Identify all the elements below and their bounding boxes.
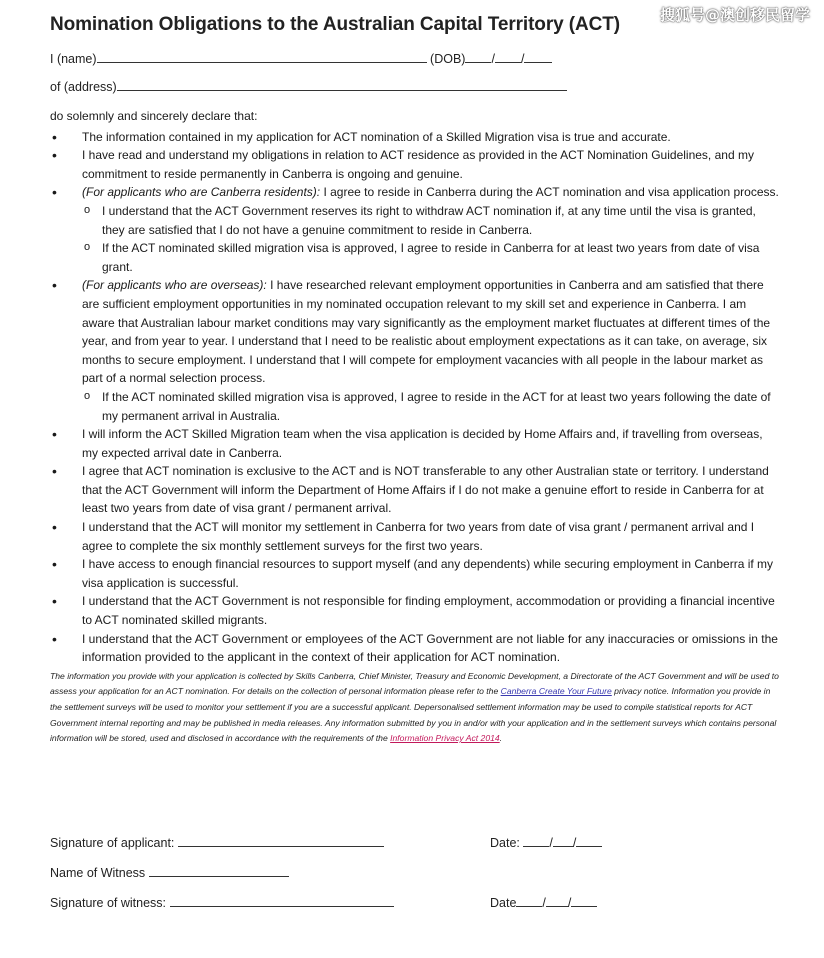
bullet-text: I understand that the ACT will monitor my settlement in Canberra for two years from date of visa grant / permanent arrival and I agree to complete the six monthly settlement surveys for the first two years. [82, 520, 755, 553]
date-slash: / [572, 836, 577, 850]
name-field[interactable] [97, 52, 427, 63]
address-field[interactable] [117, 80, 567, 91]
date-day-field[interactable] [523, 836, 549, 847]
date-row-2 [490, 896, 597, 910]
list-item [50, 183, 780, 276]
privacy-link-act[interactable]: Information Privacy Act 2014 [390, 733, 500, 744]
witness-name-label: Name of Witness [50, 866, 146, 880]
page-title: Nomination Obligations to the Australian Capital Territory (ACT) [50, 14, 620, 35]
address-label: of (address) [50, 80, 117, 94]
bullet-text: I will inform the ACT Skilled Migration team when the visa application is decided by Home Affairs and, if travelling from overseas, my expected arrival date in Canberra. [82, 427, 763, 460]
list-item [50, 630, 780, 667]
bullet-text: I agree to reside in Canberra during the ACT nomination and visa application process. [320, 185, 779, 200]
watermark: 搜狐号@澳创移民留学 [659, 6, 810, 24]
date-slash: / [542, 896, 546, 910]
sub-bullet-text: If the ACT nominated skilled migration visa is approved, I agree to reside in Canberra for at least two years from date of visa grant. [102, 241, 760, 274]
applicant-signature-row [50, 836, 384, 850]
date-month-field[interactable] [553, 836, 573, 847]
list-item [50, 518, 780, 555]
bullet-text: I have read and understand my obligations in relation to ACT residence as provided in the ACT Nomination Guidelines, and my commitment to reside permanently in Canberra is ongoing and genuine. [82, 148, 754, 181]
bullet-text: The information contained in my application for ACT nomination of a Skilled Migration visa is true and accurate. [82, 129, 671, 144]
witness-signature-row [50, 896, 394, 910]
witness-name-field[interactable] [149, 866, 289, 877]
list-item [50, 128, 780, 147]
sub-list-item [82, 388, 780, 425]
bullet-text: I agree that ACT nomination is exclusive to the ACT and is NOT transferable to any other Australian state or territory. I understand that the ACT Government will inform the Department of Home Affairs if I do not make a genuine effort to reside in Canberra for at least two years from date of visa grant / permanent arrival. [82, 464, 769, 516]
intro-text: do solemnly and sincerely declare that: [50, 109, 258, 123]
date-slash: / [549, 836, 553, 850]
list-item [50, 146, 780, 183]
date-month-field[interactable] [546, 896, 568, 907]
sub-bullet-text: I understand that the ACT Government reserves its right to withdraw ACT nomination if, at any time until the visa is granted, they are satisfied that I do not have a genuine commitment to reside in Canberra. [102, 203, 756, 237]
date-label: Date [490, 896, 517, 910]
privacy-notice [50, 669, 780, 747]
privacy-text: . [499, 733, 503, 744]
address-row [50, 80, 567, 94]
witness-signature-label: Signature of witness: [50, 896, 167, 910]
dob-year-field[interactable] [524, 52, 552, 63]
date-slash: / [567, 896, 572, 910]
list-item [50, 276, 780, 425]
dob-label: (DOB) [430, 52, 466, 66]
date-day-field[interactable] [516, 896, 542, 907]
bullet-text: I have access to enough financial resources to support myself (and any dependents) while securing employment in Canberra if my visa application is successful. [82, 557, 774, 590]
applicant-signature-label: Signature of applicant: [50, 836, 175, 850]
privacy-link-canberra[interactable]: Canberra Create Your Future [500, 686, 612, 697]
sub-bullet-text: If the ACT nominated skilled migration visa is approved, I agree to reside in the ACT for at least two years following the date of my permanent arrival in Australia. [102, 389, 771, 423]
privacy-text: privacy notice. Information you provide in the settlement surveys will be used to monitor your settlement if you are a successful applicant. Depersonalised settlement information may be used to compile statistical reports for ACT Government internal reporting and may be published in media releases. Any information submitted by you in and/or with your application and in the settlement surveys which contains personal information will be stored, used and disclosed in accordance with the requirements of the [50, 686, 777, 744]
sub-list [82, 202, 780, 276]
sub-list-item [82, 202, 780, 239]
bullet-text: I have researched relevant employment opportunities in Canberra and am satisfied that there are sufficient employment opportunities in my nominated occupation relevant to my skill set and experience in Canberra. I am aware that Australian labour market conditions may vary significantly as the employment market fluctuates at different times of the year, and from year to year. I understand that I need to be realistic about employment expectations as it can take, on average, six months to secure employment. I understand that I will compete for employment vacancies with all people in the labour market as part of a normal selection process. [82, 278, 771, 386]
witness-signature-field[interactable] [170, 896, 394, 907]
bullet-qualifier: (For applicants who are overseas): [82, 278, 267, 293]
list-item [50, 555, 780, 592]
dob-slash: / [491, 52, 495, 66]
name-dob-row [50, 52, 552, 66]
sub-list [82, 388, 780, 425]
date-year-field[interactable] [571, 896, 597, 907]
dob-slash: / [520, 52, 525, 66]
declaration-body [50, 107, 780, 747]
privacy-text: The information you provide with your application is collected by Skills Canberra, Chief Minister, Treasury and Economic Development, a Directorate of the ACT Government and will be used to assess your application for an ACT nomination. For details on the collection of personal information please refer to the [50, 670, 779, 697]
name-label: I (name) [50, 52, 97, 66]
date-label: Date: [490, 836, 520, 850]
dob-day-field[interactable] [465, 52, 491, 63]
witness-name-row [50, 866, 289, 880]
bullet-text: I understand that the ACT Government or employees of the ACT Government are not liable for any inaccuracies or omissions in the information provided to the applicant in the context of their application for ACT nomination. [82, 631, 778, 665]
dob-month-field[interactable] [495, 52, 521, 63]
bullet-qualifier: (For applicants who are Canberra residents): [82, 185, 321, 200]
list-item [50, 425, 780, 462]
date-year-field[interactable] [576, 836, 602, 847]
list-item [50, 462, 780, 518]
applicant-signature-field[interactable] [178, 836, 384, 847]
list-item [50, 592, 780, 629]
obligations-list [50, 128, 780, 667]
bullet-text: I understand that the ACT Government is not responsible for finding employment, accommodation or providing a financial incentive to ACT nominated skilled migrants. [82, 594, 775, 628]
date-row-1 [490, 836, 602, 850]
sub-list-item [82, 239, 780, 276]
